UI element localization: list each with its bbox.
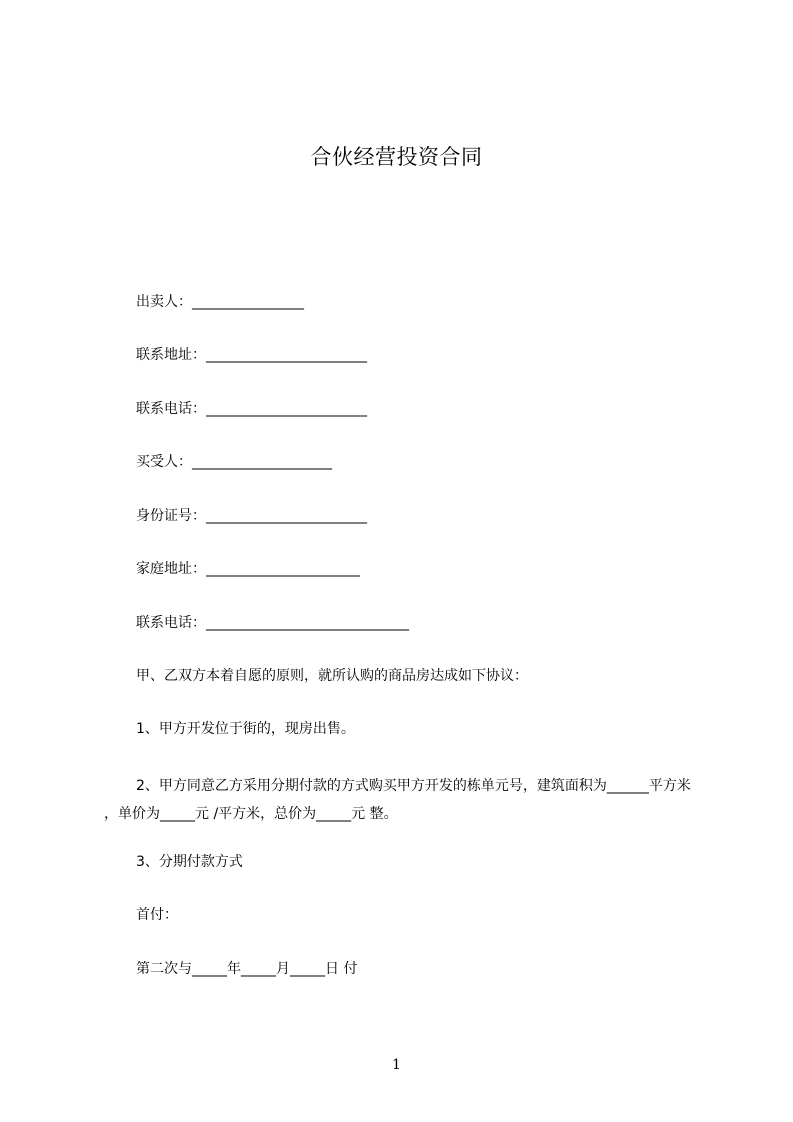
document-title: 合伙经营投资合同 [310, 145, 483, 169]
phone2-blank: _____________________________ [206, 615, 409, 631]
clause-3: 3、分期付款方式 [136, 854, 243, 870]
id-number-label: 身份证号： [136, 508, 206, 524]
second-payment-line: 第二次与_____年_____月_____日 付 [136, 961, 358, 977]
home-address-blank: ______________________ [206, 561, 360, 577]
buyer-label: 买受人： [136, 454, 192, 470]
id-number-blank: _______________________ [206, 508, 367, 524]
clause-2: 2、甲方同意乙方采用分期付款的方式购买甲方开发的栋单元号，建筑面积为______平方米 ，单价为_____元 /平方米，总价为_____元 整。 [104, 778, 691, 822]
phone-label: 联系电话： [136, 401, 206, 417]
home-address-label: 家庭地址： [136, 561, 206, 577]
id-number-line [136, 506, 367, 526]
seller-line [136, 292, 304, 312]
seller-label: 出卖人： [136, 294, 192, 310]
clause-1: 1、甲方开发位于街的，现房出售。 [136, 721, 355, 737]
phone2-line [136, 613, 409, 633]
home-address-line [136, 559, 360, 579]
buyer-line [136, 452, 332, 472]
page-number: 1 [392, 1057, 401, 1073]
address-blank: _______________________ [206, 347, 367, 363]
first-payment-line: 首付： [136, 907, 178, 923]
phone-blank: _______________________ [206, 401, 367, 417]
phone-line [136, 399, 367, 419]
buyer-blank: ____________________ [192, 454, 332, 470]
address-label: 联系地址： [136, 347, 206, 363]
phone2-label: 联系电话： [136, 615, 206, 631]
seller-blank: ________________ [192, 294, 304, 310]
intro-paragraph: 甲、乙双方本着自愿的原则，就所认购的商品房达成如下协议： [136, 668, 528, 684]
address-line [136, 345, 367, 365]
